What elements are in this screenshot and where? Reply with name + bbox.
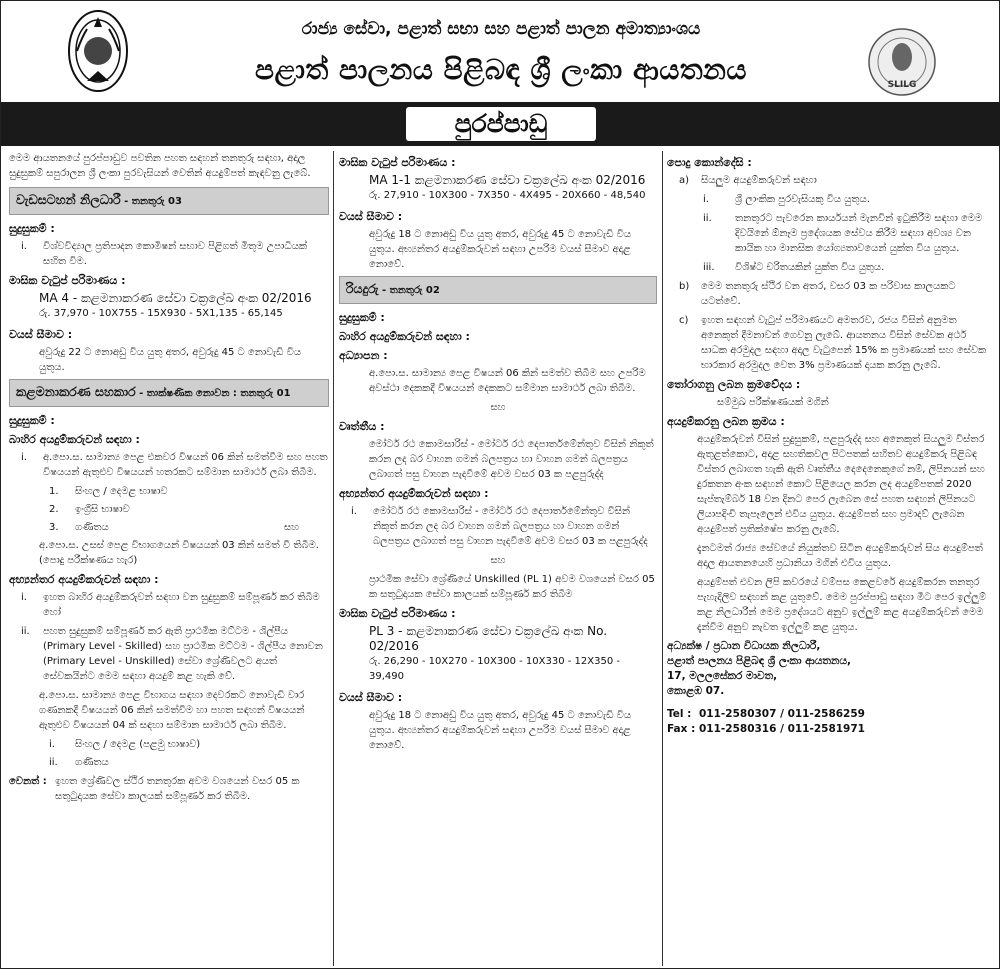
age-limit: අවුරුදු 18 ට නොඅඩු විය යුතු අතර, අවුරුදු 45 ට නොවැඩි විය යුතුය. අභ්‍යන්තර අයදුම්කරුවන් සඳහා උපරිම වයස් සීමාව අදාළ නොවේ.	[369, 229, 632, 270]
section-heading: බාහිර අයදුම්කරුවන් සඳහා :	[9, 433, 140, 446]
section-heading: සුදුසුකම් :	[339, 311, 385, 324]
vacancies-banner	[1, 102, 1000, 146]
fax-number: 011-2580316 / 011-2581971	[699, 723, 865, 735]
header	[1, 1, 1000, 101]
sub-item: i. ශ්‍රී ලාංකික පුරවැසියකු විය යුතුය.	[703, 194, 870, 205]
list-item: i. අ.පො.ස. සාමාන්‍ය පෙළ එකවර විෂයන් 06 කින් සමත්වීම සහ පහත විෂයයන් ඇතුළුව විෂයයන් හතරකට සම්මාන සාමාර්ථ ලබා තිබීම.	[21, 452, 328, 478]
list-item: ii. පහත සුදුසුකම් සම්පූර්ණ කර ඇති ප්‍රාථමික මට්ටම - ශිල්පීය (Primary Level - Skilled) සහ ප්‍රාථමික මට්ටම - ශිල්පීය නොවන (Primary Level - Unskilled) සේවා ශ්‍රේණිවලට අයත් සේවකයින්ට මෙම සඳහා අයදුම් කළ හැකි වේ.	[21, 626, 323, 682]
post-vacancies: - තාක්ෂණික නොවන : තනතුරු 01	[135, 388, 291, 399]
and-text: සහ	[283, 522, 299, 533]
intro-text: මෙම ආයතනයේ පුරප්පාඩුව පවතින පහත සඳහන් තනතුරු සඳහා, අදාල සුදුසුකම් සපුරාලන ශ්‍රී ලංකා පුරවැසියන් වෙතින් අයදුම්පත් කැඳවනු ලැබේ.	[9, 153, 311, 179]
section-heading: පොදු කොන්දේසි :	[667, 156, 752, 169]
section-heading: අධ්‍යාපන :	[339, 349, 388, 362]
post-heading-management-assistant	[9, 379, 329, 407]
salary-scale: රු. 27,910 - 10X300 - 7X350 - 4X495 - 20X660 - 48,540	[369, 190, 646, 201]
subject-item: 2. ඉංග්‍රීසි භාෂාව	[49, 504, 130, 515]
salary-code: MA 1-1 කළමනාකරණ සේවා චක්‍රලේඛ අංක 02/2016	[369, 173, 646, 187]
application-instructions: අයදුම්පත් එවන ලිපි කවරයේ වම්පස කෙළවරේ අයදුම්කරන තනතුර පැහැදිලිව සඳහන් කළ යුතුවේ. මෙම පුරප්පාඩු සඳහා මීට පෙර ඉල්ලුම් කළ නිලධාරීන් මෙම ප්‍රදේශයට අනුව ඉල්ලුම් කළ අයදුම්කරුවන් මෙම දැන්වීම අනුව නැවත ඉල්ලුම් කළ යුතුය.	[697, 577, 987, 633]
age-limit: අවුරුදු 22 ට නොඅඩු විය යුතු අතර, අවුරුදු 45 ට නොවැඩි විය යුතුය.	[39, 347, 302, 373]
education-requirement: අ.පො.ස. සාමාන්‍ය පෙළ විෂයන් 06 කින් සමත්ව තිබීම සහ උපරිම අවස්ථා දෙකකදී විෂයයන් දෙකකට සම්මාන සාමාර්ථ ලබා තිබීම.	[369, 368, 646, 394]
section-heading: මාසික වැටුප් පරිමාණය :	[339, 156, 456, 169]
fax-label: Fax :	[667, 723, 696, 735]
column-divider	[662, 151, 663, 966]
and-text: සහ	[490, 402, 506, 413]
institute-name: පළාත් පාලනය පිළිබඳ ශ්‍රී ලංකා ආයතනය	[254, 53, 748, 86]
institute-logo-icon	[867, 27, 937, 97]
address-city: කොළඹ 07.	[667, 685, 725, 697]
column-divider	[333, 151, 334, 966]
salary-block	[339, 624, 657, 684]
section-heading: අයදුම්කරනු ලබන ක්‍රමය :	[667, 415, 785, 428]
section-heading: සුදුසුකම් :	[9, 222, 55, 235]
section-heading: වයස් සීමාව :	[9, 328, 73, 341]
post-heading-program-officer	[9, 187, 329, 215]
section-heading: වයස් සීමාව :	[339, 210, 403, 223]
address-line: 17, මලලසේකර මාවත,	[667, 670, 778, 682]
salary-code: PL 3 - කළමනාකරණ සේවා චක්‍රලේඛ අංක No. 02/2016	[369, 624, 608, 653]
subject-item: i. සිංහල / දෙමළ (පළමු භාෂාව)	[49, 739, 201, 750]
service-requirement: ප්‍රාථමික සේවා ශ්‍රේණියේ Unskilled (PL 1) අවම වශයෙන් වසර 05 ක සතුටුදායක සේවා කාලයක් සම්පූර්ණ කර තිබීම	[369, 574, 655, 600]
list-item: i. විශ්වවිද්‍යාල ප්‍රතිපාදන කොමිෂන් සභාව පිළිගත් මිතුම උපාධියක් සහිත විම.	[21, 241, 308, 267]
list-item: i. මෝටර් රථ කොමසාරිස් - මෝටර් රථ දෙපාර්තමේන්තුව විසින් නිකුත් කරන ලද බර වාහන ගමන් බලපත්‍රය හා වාහන ගමන් බලපත්‍රය ලබාගත් පසු වාහන පැදවීමේ අවම වසර 03 ක පළපුරුද්ද	[351, 506, 648, 547]
section-heading: මාසික වැටුප් පරිමාණය :	[339, 607, 456, 620]
list-item: b) මෙම තනතුරු ස්ථිර වන අතර, වසර 03 ක පරිවාස කාලයකට යටත්වේ.	[679, 281, 956, 307]
ol-requirement: අ.පො.ස. සාමාන්‍ය පෙළ විභාගය සඳහා දෙවරකට නොවැඩි වාර ගණනකදී විෂයයන් 06 කින් සමත්වීම හා පහත සඳහන් විෂයයන් ඇතුළුව විෂයයන් 04 ක් සඳහා සම්මාන සාමාර්ථ ලබා තිබීම.	[39, 690, 305, 731]
list-item: c) ඉහත සඳහන් වැටුප් පරිමාණයට අමතරව, රජය විසින් අනුමත අනෙකුත් දීමනාවන් ගෙවනු ලැබේ. ආයතනය විසින් සේවක අර්ථ සාධක අරමුදල සඳහා අදාල වැටුපෙන් 15% ක ප්‍රමාණයක් සහ සේවක භාරකාර අරමුදල වෙත 3% ප්‍රමාණයක් දායක කරනු ලැබේ.	[679, 315, 987, 371]
ministry-name: රාජ්‍ය සේවා, පළාත් සභා සහ පළාත් පාලන අමාත්‍යාංශය	[301, 19, 701, 39]
section-heading: වයස් සීමාව :	[339, 691, 403, 704]
column-3	[667, 151, 993, 966]
al-requirement: අ.පො.ස. උසස් පෙළ විභාගයෙන් විෂයයන් 03 කින් සමත් වී තිබීම. (පොදු පරීක්ෂණය හැර)	[39, 540, 319, 566]
post-vacancies: - තනතුරු 02	[378, 285, 440, 296]
section-heading: අභ්‍යන්තර අයදුම්කරුවන් සඳහා :	[9, 573, 159, 586]
tel-label: Tel :	[667, 708, 692, 720]
signature-block	[667, 639, 993, 699]
salary-scale: රු. 26,290 - 10X270 - 10X300 - 10X330 - 12X350 - 39,490	[369, 656, 621, 682]
post-vacancies: - තනතුරු 03	[120, 196, 182, 207]
and-text: සහ	[490, 555, 506, 566]
contact-block	[667, 707, 993, 737]
salary-code: MA 4 - කළමනාකරණ සේවා චක්‍රලේඛ අංක 02/2016	[39, 291, 312, 305]
application-instructions: දැනටමත් රාජ්‍ය සේවයේ නියුක්තව සිටින අයදුම්කරුවන් සිය අයදුම්පත් අදාල ආයතනයෙහි ප්‍රධානියා මගින් එවිය යුතුය.	[697, 543, 983, 569]
subject-item: 3. ගණිතය සහ	[9, 520, 329, 535]
age-limit: අවුරුදු 18 ට නොඅඩු විය යුතු අතර, අවුරුදු 45 ට නොවැඩි විය යුතුය. අභ්‍යන්තර අයදුම්කරුවන් සඳහා උපරිම වයස් සීමාව අදාළ නොවේ.	[369, 710, 632, 751]
signatory-title: අධ්‍යක්ෂ / ප්‍රධාන විධායක නිලධාරී,	[667, 640, 821, 652]
post-title: කළමනාකරණ සහකාර	[16, 384, 136, 399]
salary-block	[9, 291, 329, 321]
post-title: වැඩසටහන් නිලධාරී	[16, 192, 121, 207]
national-emblem-icon	[67, 9, 129, 93]
sub-item: iii. විශිෂ්ට චරිතයකින් යුක්ත විය යුතුය.	[703, 262, 885, 273]
post-heading-driver	[339, 276, 657, 304]
section-heading: සුදුසුකම් :	[9, 414, 55, 427]
salary-scale: රු. 37,970 - 10X755 - 15X930 - 5X1,135 - 65,145	[39, 308, 283, 319]
column-2	[339, 151, 657, 966]
section-heading: තෝරාගනු ලබන ක්‍රමවේදය :	[667, 378, 801, 391]
banner-title: පුරප්පාඩු	[406, 107, 596, 141]
selection-method: සම්මුඛ පරීක්ෂණයක් මගින්	[717, 397, 829, 408]
logo-text: SLILG	[887, 80, 917, 90]
other-requirement: වෙනත් : ඉහත ශ්‍රේණිවල ස්ථිර තනතුරක අවම වශයෙන් වසර 05 ක සතුටුදායක සේවා කාලයක් සම්පූර්ණ කර තිබීම.	[9, 776, 300, 802]
section-heading: අභ්‍යන්තර අයදුම්කරුවන් සඳහා :	[339, 487, 489, 500]
post-title: රියදුරු	[346, 281, 379, 296]
section-heading: බාහිර අයදුම්කරුවන් සඳහා :	[339, 330, 470, 343]
salary-block	[339, 173, 657, 203]
sub-item: ii. තනතුරට පැවරෙන කාර්යයන් මැනවින් ඉටුකිරීම සඳහා මෙම දිවයිනේ ඕනෑම ප්‍රදේශයක සේවය කිරීම සඳහා අවශ්‍ය වන කායික හා මානසික යෝග්‍යතාවයෙන් යුක්ත විය යුතුය.	[703, 213, 983, 254]
signatory-institute: පළාත් පාලනය පිළිබඳ ශ්‍රී ලංකා ආයතනය,	[667, 655, 851, 667]
section-heading: වෘත්තීය :	[339, 420, 385, 433]
list-item: i. ඉහත බාහිර අයදුම්කරුවන් සඳහා වන සුදුසුකම් සම්පූර්ණ කර තිබීම හෝ	[21, 592, 320, 618]
application-instructions: අයදුම්කරුවන් විසින් සුදුසුකම්, පළපුරුද්ද සහ අනෙකුත් සියලුම විස්තර ඇතුළත්කොට, අදාළ සහතිකවල පිටපතක් සහිතව අයදුම්කරු පිළිබඳ විස්තර ලබාගත හැකි ඇති වෘත්තීය දෙදෙනෙකුගේ නම්, ලිපිනයන් සහ දුරකතන අංක සඳහන් කොට පිළියෙල කරන ලද අයදුම්පතක් 2020 සැප්තැම්බර් 18 වන දිනට පෙර ලැබෙන සේ පහත සඳහන් ලිපිනයට ලියාපදිංචි තැපෑලෙන් එවිය යුතුය. අයදුම්පත් සහ ප්‍රමාදව් ලැබෙන අයදුම්පත් ප්‍රතික්ෂේප කරනු ලැබේ.	[697, 434, 985, 535]
subject-item: ii. ගණිතය	[49, 757, 109, 768]
tel-number: 011-2580307 / 011-2586259	[699, 708, 865, 720]
subject-item: 1. සිංහල / දෙමළ භාෂාව	[49, 486, 168, 497]
section-heading: මාසික වැටුප් පරිමාණය :	[9, 274, 126, 287]
column-1	[9, 151, 329, 966]
list-item: a) සියලුම අයදුම්කරුවන් සඳහා	[679, 175, 817, 186]
professional-requirement: මෝටර් රථ කොමසාරිස් - මෝටර් රථ දෙපාර්තමේන්තුව විසින් නිකුත් කරන ලද බර වාහන ගමන් බලපත්‍රය හා වාහන ගමන් බලපත්‍රය ලබාගත් පසු වාහන පැදවීමේ අවම වසර 03 ක පළපුරුද්ද	[369, 439, 654, 480]
